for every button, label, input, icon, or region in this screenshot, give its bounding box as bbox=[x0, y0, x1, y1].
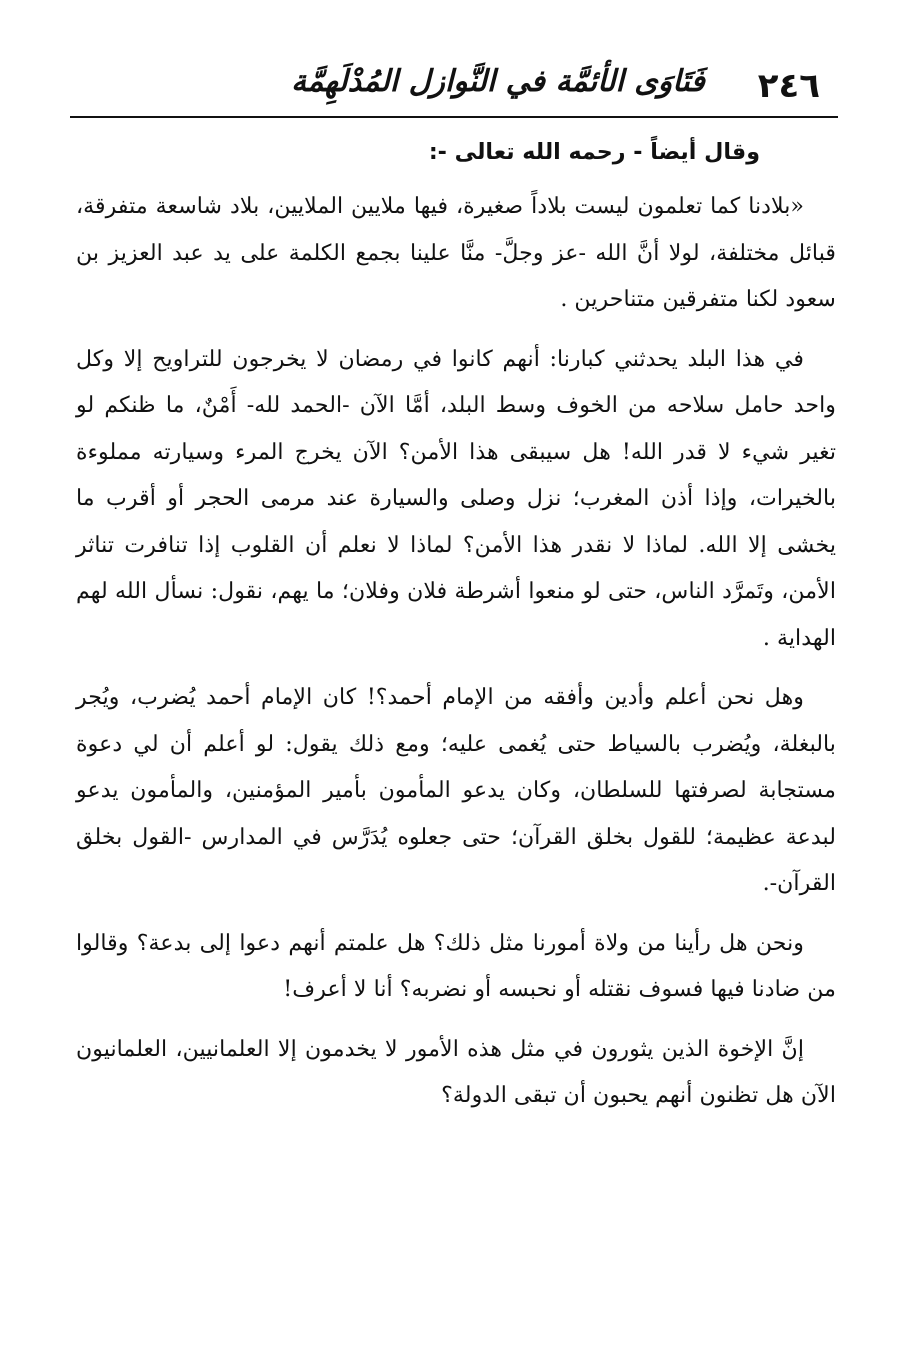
paragraph: «بلادنا كما تعلمون ليست بلاداً صغيرة، فيها ملايين الملايين، بلاد شاسعة متفرقة، قبائل مختلفة، لولا أنَّ الله -عز وجلَّ- منَّا علينا بجمع الكلمة على يد عبد العزيز بن سعود لكنا متفرقين متناحرين . bbox=[76, 193, 836, 312]
header-divider bbox=[70, 116, 838, 118]
paragraph: إنَّ الإخوة الذين يثورون في مثل هذه الأمور لا يخدمون إلا العلمانيين، العلمانيون الآن هل تظنون أنهم يحبون أن تبقى الدولة؟ bbox=[76, 1035, 836, 1108]
page-header bbox=[70, 60, 838, 118]
page-number: ٢٤٦ bbox=[757, 66, 820, 106]
paragraph: وهل نحن أعلم وأدين وأفقه من الإمام أحمد؟! كان الإمام أحمد يُضرب، ويُجر بالبغلة، ويُضرب بالسياط حتى يُغمى عليه؛ ومع ذلك يقول: لو أعلم أن لي دعوة مستجابة لصرفتها للسلطان، وكان يدعو المأمون بأمير المؤمنين، والمأمون يدعو لبدعة عظيمة؛ للقول بخلق القرآن؛ حتى جعلوه يُدَرَّس في المدارس -القول بخلق القرآن-. bbox=[76, 684, 836, 896]
page-body bbox=[76, 132, 836, 1132]
paragraph: في هذا البلد يحدثني كبارنا: أنهم كانوا في رمضان لا يخرجون للتراويح إلا وكل واحد حامل سلاحه من الخوف وسط البلد، أمَّا الآن -الحمد لله- أَمْنٌ، ما ظنكم لو تغير شيء لا قدر الله! هل سيبقى هذا الأمن؟ الآن يخرج المرء وسيارته مملوءة بالخيرات، وإذا أذن المغرب؛ نزل وصلى والسيارة عند مرمى الحجر أو أقرب ما يخشى إلا الله. لماذا لا نقدر هذا الأمن؟ لماذا لا نعلم أن القلوب إذا تنافرت تناثر الأمن، وتَمرَّد الناس، حتى لو منعوا أشرطة فلان وفلان؛ ما يهم، نقول: نسأل الله لهم الهداية . bbox=[76, 345, 836, 651]
section-heading: وقال أيضاً - رحمه الله تعالى -: bbox=[428, 139, 760, 165]
paragraph: ونحن هل رأينا من ولاة أمورنا مثل ذلك؟ هل علمتم أنهم دعوا إلى بدعة؟ وقالوا من ضادنا فيها فسوف نقتله أو نحبسه أو نضربه؟ أنا لا أعرف! bbox=[76, 929, 836, 1002]
book-title: فَتَاوَى الأئمَّة في النَّوازل المُدْلَهِمَّة bbox=[291, 64, 705, 99]
